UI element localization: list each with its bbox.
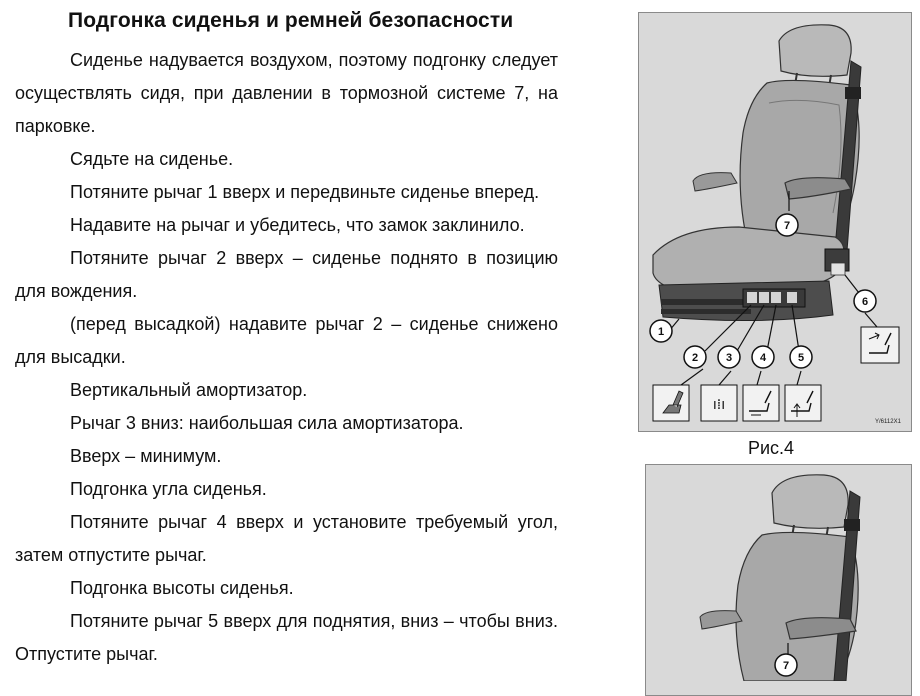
suspension-icon bbox=[701, 385, 737, 421]
paragraph: Сиденье надувается воздухом, поэтому подгонку следует осуществлять сидя, при давлении в тормозной системе 7, на парковке. bbox=[15, 50, 558, 136]
seat-slide-icon bbox=[861, 327, 899, 363]
callout-5 bbox=[790, 346, 812, 368]
paragraph: (перед высадкой) надавите рычаг 2 – сиденье снижено для высадки. bbox=[15, 314, 558, 367]
page-title: Подгонка сиденья и ремней безопасности bbox=[68, 9, 514, 32]
callout-7 bbox=[776, 214, 798, 236]
callout-7-label: 7 bbox=[783, 220, 791, 232]
paragraph: Рычаг 3 вниз: наибольшая сила амортизатора. bbox=[70, 413, 464, 433]
callout-2-label: 2 bbox=[691, 352, 699, 364]
paragraph: Вверх – минимум. bbox=[70, 446, 222, 466]
figure-code: Y/6112X1 bbox=[875, 419, 901, 425]
paragraph: Подгонка угла сиденья. bbox=[70, 479, 267, 499]
paragraph: Потяните рычаг 2 вверх – сиденье поднято в позицию для вождения. bbox=[15, 248, 558, 301]
seat-height-icon bbox=[785, 385, 821, 421]
callout-3 bbox=[718, 346, 740, 368]
callout-4-label: 4 bbox=[759, 352, 767, 364]
callout-3-label: 3 bbox=[725, 352, 733, 364]
callout-4 bbox=[752, 346, 774, 368]
instructions-text bbox=[15, 44, 558, 671]
paragraph: Подгонка высоты сиденья. bbox=[70, 578, 294, 598]
callout-2 bbox=[684, 346, 706, 368]
seat-tilt-icon bbox=[653, 385, 689, 421]
seat-illustration bbox=[639, 13, 911, 431]
seat-diagram-figure-2 bbox=[645, 464, 912, 696]
seat-diagram-figure bbox=[638, 12, 912, 432]
figure2-callout-7 bbox=[775, 654, 797, 676]
paragraph: Потяните рычаг 1 вверх и передвиньте сиденье вперед. bbox=[70, 182, 540, 202]
callout-6-label: 6 bbox=[861, 296, 869, 308]
svg-text:ı⁞ı: ı⁞ı bbox=[712, 397, 726, 413]
figure2-callout-7-label: 7 bbox=[782, 660, 790, 672]
paragraph: Сядьте на сиденье. bbox=[70, 149, 234, 169]
figure-caption: Рис.4 bbox=[748, 438, 795, 458]
seat-illustration-2 bbox=[646, 465, 911, 681]
callout-1 bbox=[650, 320, 672, 342]
callout-1-label: 1 bbox=[657, 326, 665, 338]
paragraph: Потяните рычаг 4 вверх и установите требуемый угол, затем отпустите рычаг. bbox=[15, 512, 558, 565]
paragraph: Надавите на рычаг и убедитесь, что замок заклинило. bbox=[70, 215, 525, 235]
paragraph: Вертикальный амортизатор. bbox=[70, 380, 308, 400]
callout-6 bbox=[854, 290, 876, 312]
callout-5-label: 5 bbox=[797, 352, 805, 364]
seat-angle-icon bbox=[743, 385, 779, 421]
paragraph: Потяните рычаг 5 вверх для поднятия, вниз – чтобы вниз. Отпустите рычаг. bbox=[15, 611, 558, 664]
